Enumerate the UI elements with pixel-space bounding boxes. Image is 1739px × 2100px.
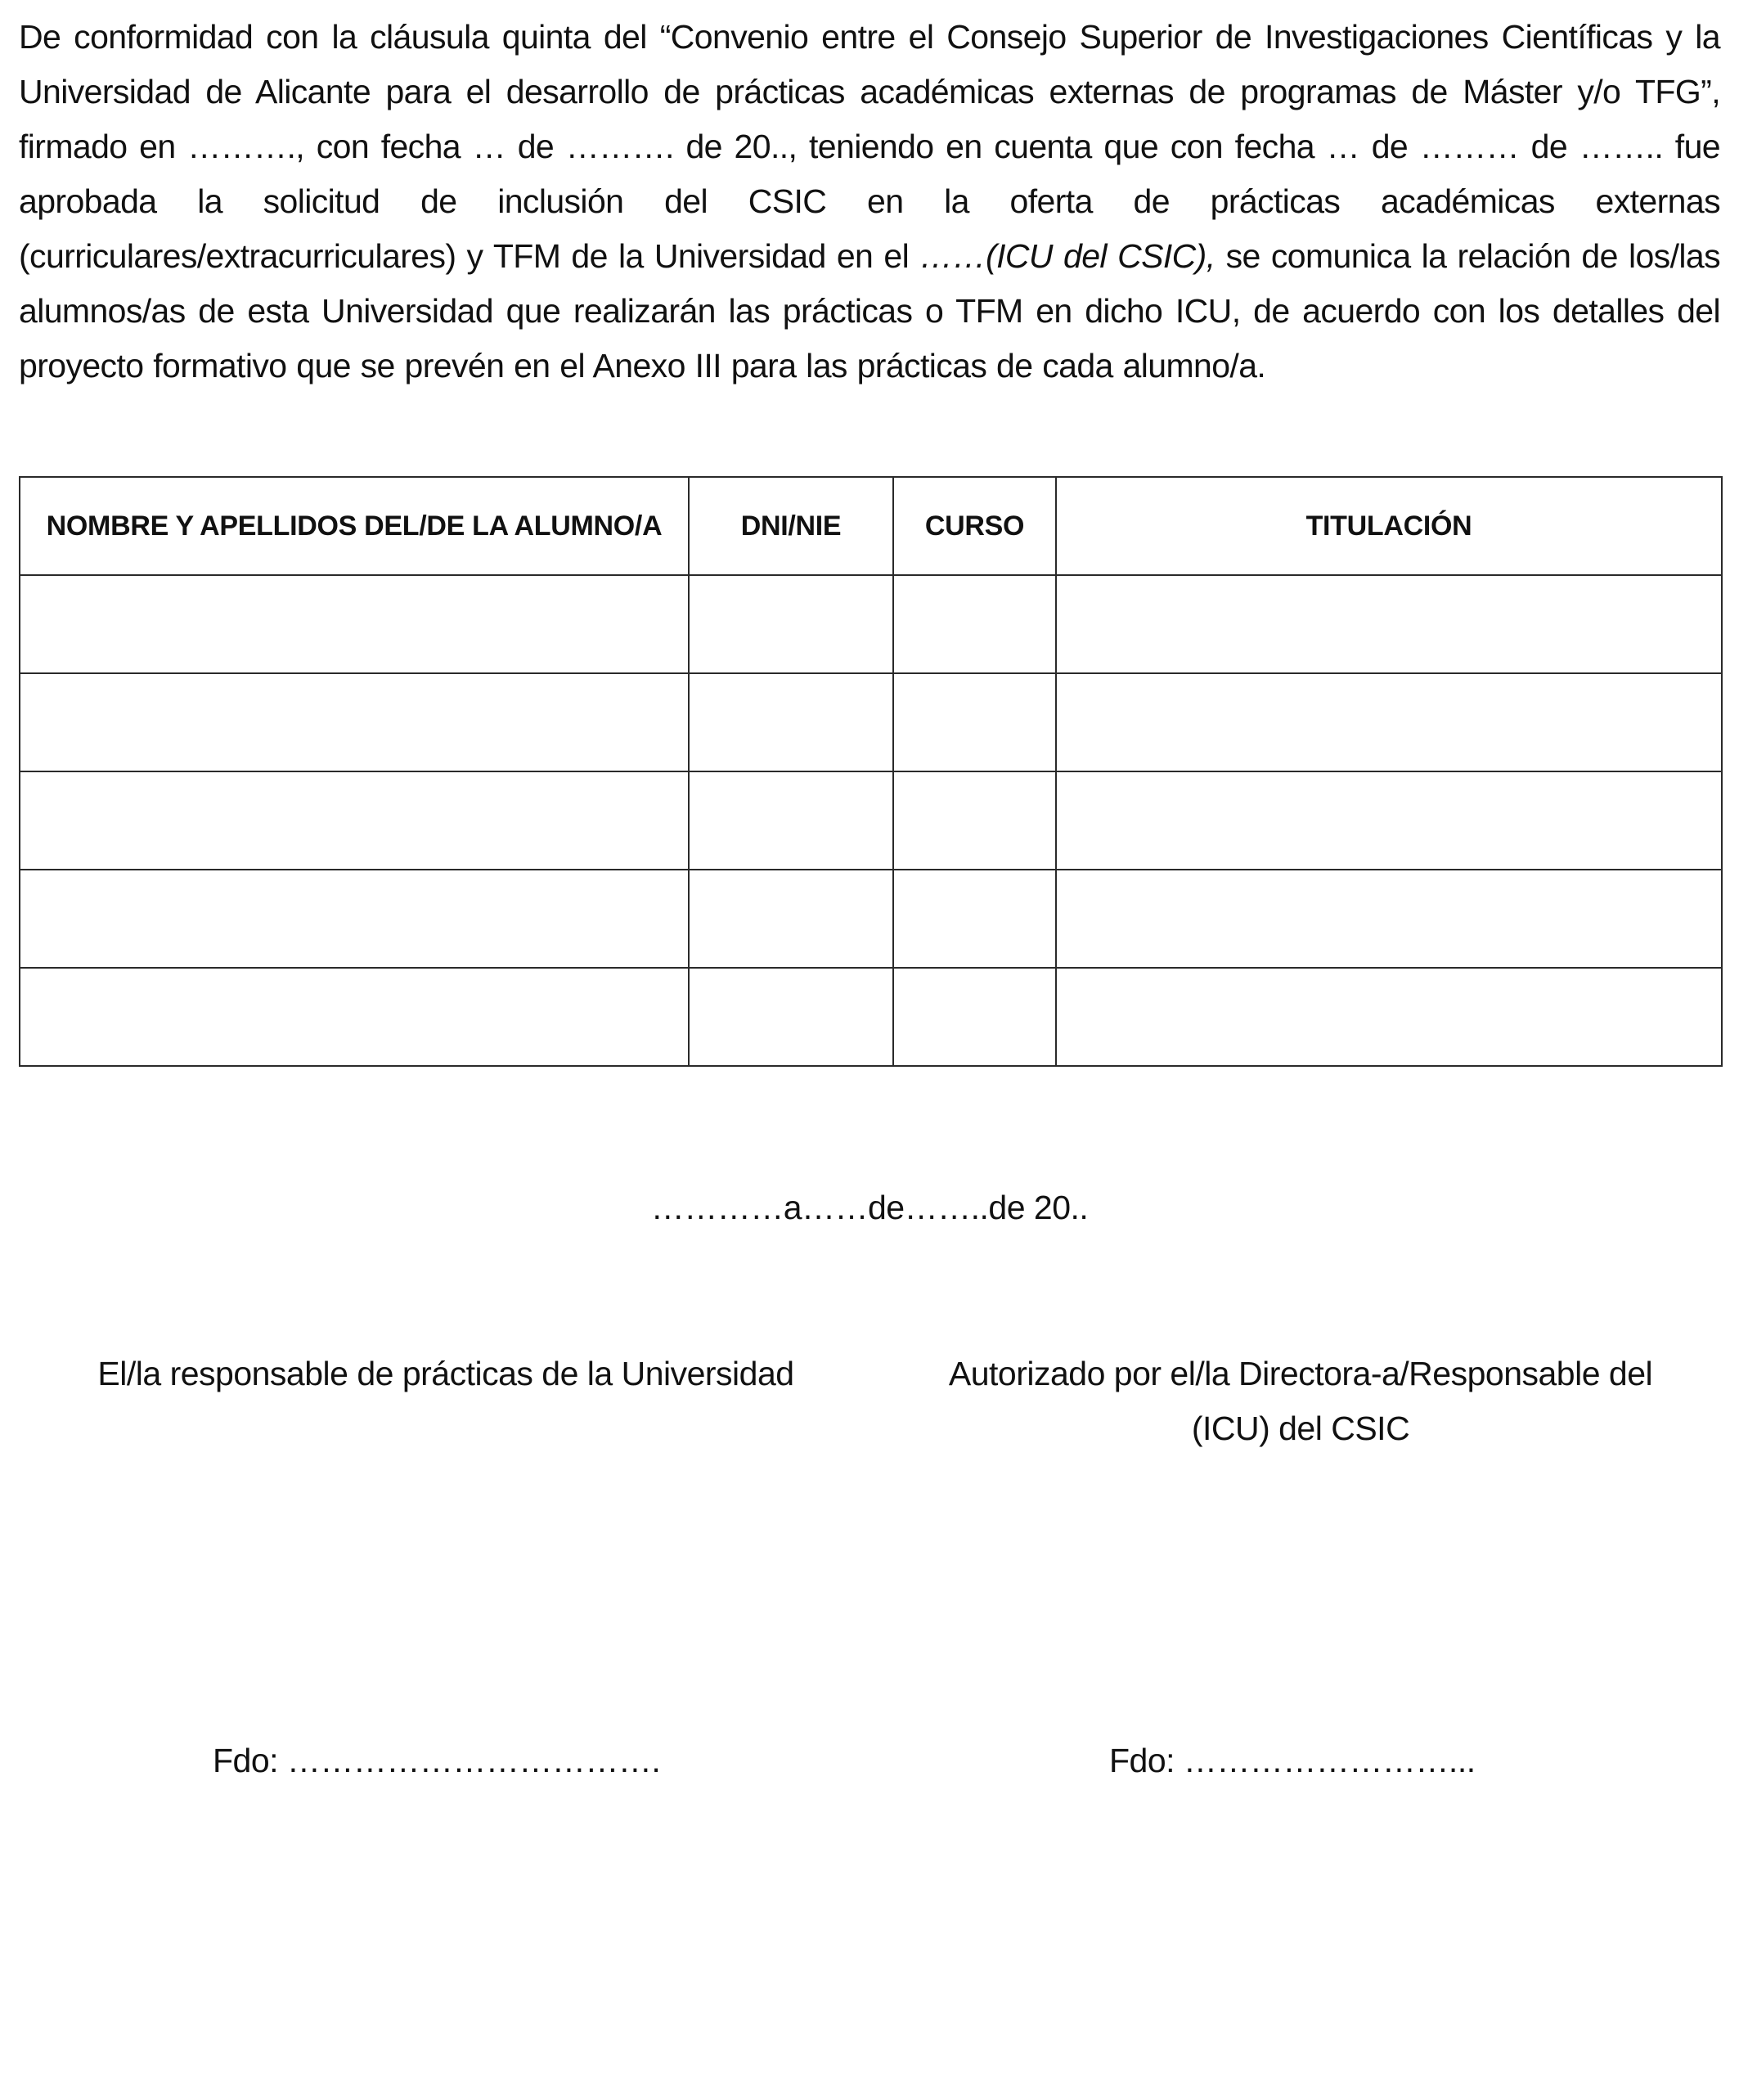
cell-dni[interactable] (689, 673, 893, 771)
cell-curso[interactable] (893, 870, 1056, 968)
cell-titulacion[interactable] (1056, 968, 1722, 1066)
table-header-row (20, 477, 1722, 575)
intro-paragraph (19, 10, 1720, 393)
cell-curso[interactable] (893, 771, 1056, 870)
table-row (20, 673, 1722, 771)
date-place-line: …………a……de……..de 20.. (650, 1189, 1089, 1226)
cell-dni[interactable] (689, 870, 893, 968)
cell-dni[interactable] (689, 968, 893, 1066)
csic-signatory-role (900, 1347, 1701, 1456)
cell-dni[interactable] (689, 771, 893, 870)
cell-titulacion[interactable] (1056, 673, 1722, 771)
cell-curso[interactable] (893, 575, 1056, 673)
cell-titulacion[interactable] (1056, 575, 1722, 673)
intro-text-part2: se comunica la relación de los/las alumnos/as de esta Universidad que realizarán las prácticas o TFM en dicho ICU, de acuerdo con los detalles del proyecto formativo que se prevén en el Anexo III para las prácticas de cada alumno/a. (19, 237, 1720, 384)
cell-nombre[interactable] (20, 771, 689, 870)
cell-nombre[interactable] (20, 870, 689, 968)
table-row (20, 575, 1722, 673)
students-table (19, 476, 1723, 1067)
university-signatory-role: El/la responsable de prácticas de la Universidad (97, 1355, 794, 1392)
header-curso: CURSO (893, 477, 1056, 575)
cell-curso[interactable] (893, 673, 1056, 771)
cell-titulacion[interactable] (1056, 870, 1722, 968)
cell-nombre[interactable] (20, 968, 689, 1066)
cell-curso[interactable] (893, 968, 1056, 1066)
header-dni-nie: DNI/NIE (689, 477, 893, 575)
csic-role-line1: Autorizado por el/la Directora-a/Responsable del (948, 1355, 1653, 1392)
header-nombre-apellidos: NOMBRE Y APELLIDOS DEL/DE LA ALUMNO/A (20, 477, 689, 575)
table-row (20, 771, 1722, 870)
csic-role-line2: (ICU) del CSIC (1191, 1410, 1410, 1447)
cell-dni[interactable] (689, 575, 893, 673)
cell-titulacion[interactable] (1056, 771, 1722, 870)
intro-icu-placeholder: ……(ICU del CSIC), (919, 237, 1216, 275)
intro-text-part1: De conformidad con la cláusula quinta del “Convenio entre el Consejo Superior de Investigaciones Científicas y la Universidad de Alicante para el desarrollo de prácticas académicas externas de programas de Máster y/o TFG”, firmado en ………., con fecha … de ………. de 20.., teniendo en cuenta que con fecha … de ……… de …….. fue aprobada la solicitud de inclusión del CSIC en la oferta de prácticas académicas externas (curriculares/extracurriculares) y TFM de la Universidad en el (19, 18, 1720, 275)
university-signature-line: Fdo: ……………………………. (213, 1742, 661, 1779)
table-row (20, 870, 1722, 968)
table-row (20, 968, 1722, 1066)
cell-nombre[interactable] (20, 673, 689, 771)
header-titulacion: TITULACIÓN (1056, 477, 1722, 575)
csic-signature-line: Fdo: ……………………... (1109, 1742, 1476, 1779)
cell-nombre[interactable] (20, 575, 689, 673)
